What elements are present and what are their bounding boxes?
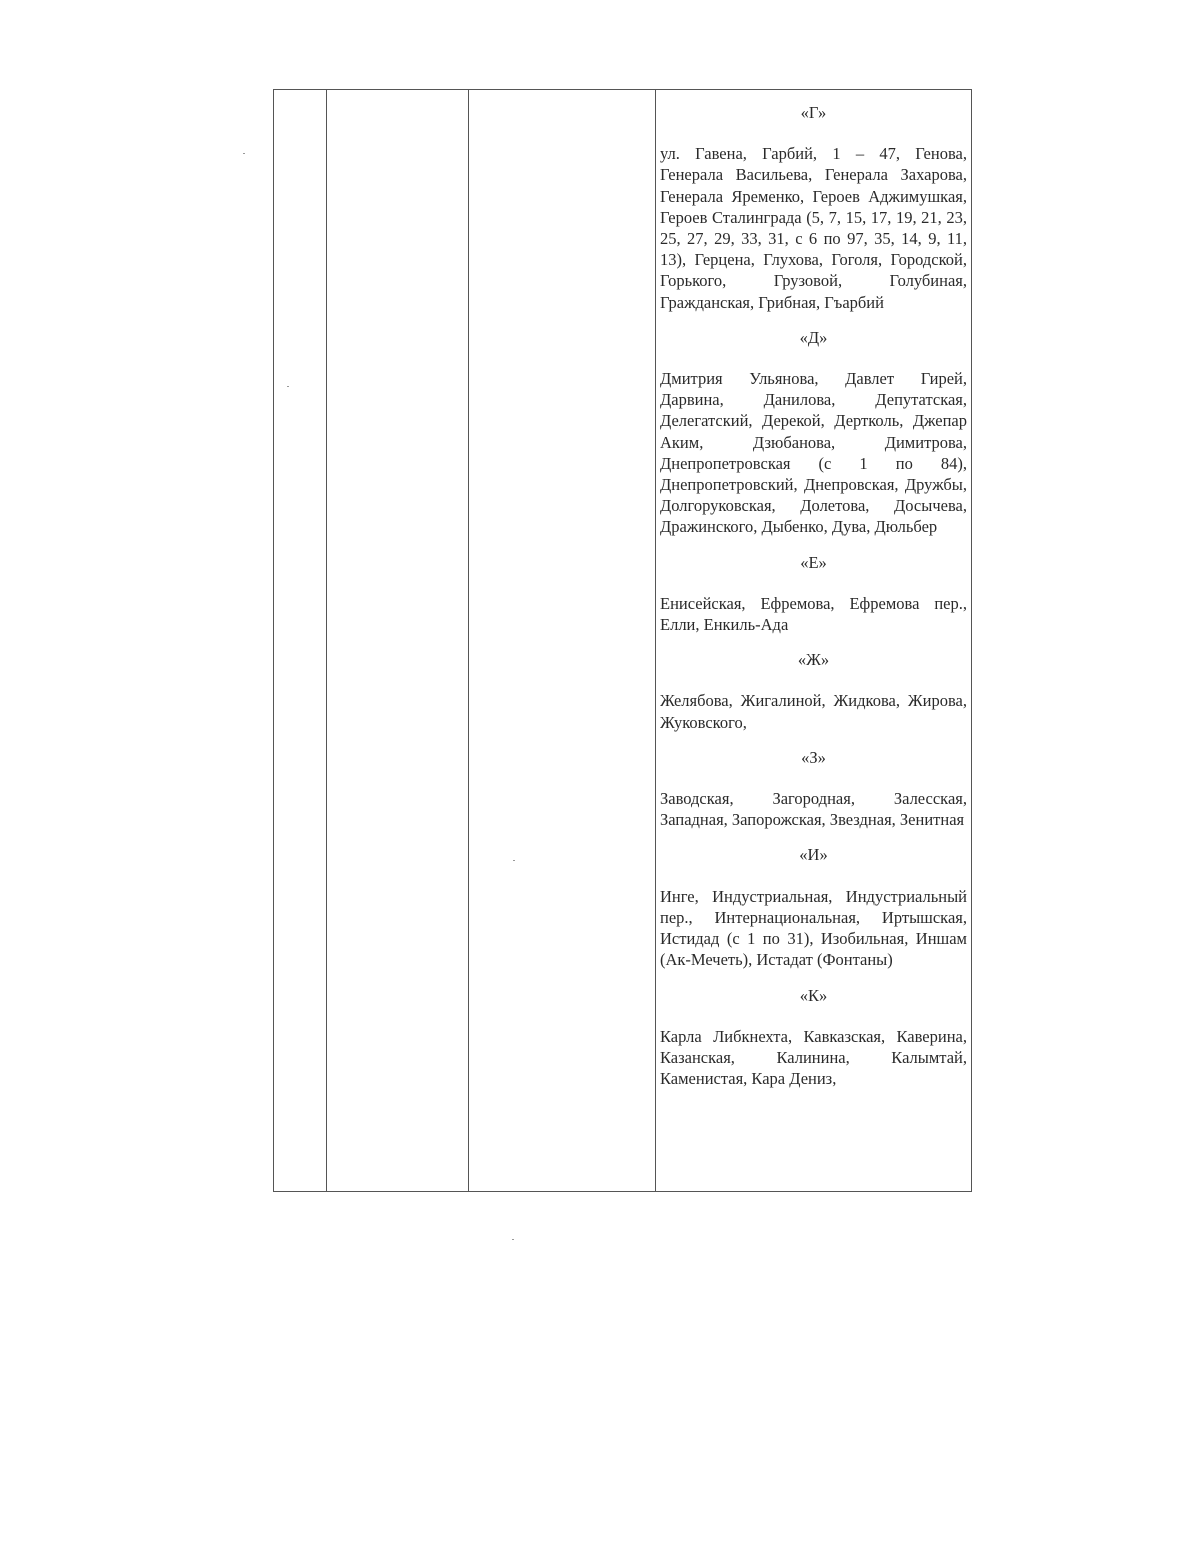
letter-heading-zh: «Ж» xyxy=(797,650,830,670)
letter-heading-e: «Е» xyxy=(800,552,827,572)
streets-table xyxy=(273,89,972,1192)
letter-heading-k: «К» xyxy=(799,985,828,1005)
letter-heading-i: «И» xyxy=(799,845,828,865)
scan-speck xyxy=(287,386,289,387)
empty-cell-number xyxy=(274,90,327,1192)
letter-heading-z: «З» xyxy=(801,747,826,767)
streets-content xyxy=(656,90,971,1089)
streets-cell xyxy=(656,90,972,1192)
empty-cell-district xyxy=(327,90,469,1192)
scan-speck xyxy=(513,860,515,861)
street-list-zh: Желябова, Жигалиной, Жидкова, Жирова, Жуковского, xyxy=(660,691,967,732)
street-list-e: Енисейская, Ефремова, Ефремова пер., Елли, Енкиль-Ада xyxy=(660,593,967,635)
table-row xyxy=(274,90,972,1192)
street-list-d: Дмитрия Ульянова, Давлет Гирей, Дарвина, Данилова, Депутатская, Делегатский, Дерекой, Дертколь, Джепар Аким, Дзюбанова, Димитрова, Днепропетровская (с 1 по 84), Днепропетровский, Днепровская, Дружбы, Долгоруковская, Долетова, Досычева, Дражинского, Дыбенко, Дува, Дюльбер xyxy=(660,369,967,537)
street-list-g: ул. Гавена, Гарбий, 1 – 47, Генова, Генерала Васильева, Генерала Захарова, Генерала Яременко, Героев Аджимушкая, Героев Сталинграда (5, 7, 15, 17, 19, 21, 23, 25, 27, 29, 33, 31, с 6 по 97, 35, 14, 9, 11, 13), Герцена, Глухова, Гоголя, Городской, Горького, Грузовой, Голубиная, Гражданская, Грибная, Гъарбий xyxy=(660,144,967,312)
empty-cell-address xyxy=(469,90,656,1192)
street-list-i: Инге, Индустриальная, Индустриальный пер., Интернациональная, Иртышская, Истидад (с 1 по 31), Изобильная, Иншам (Ак-Мечеть), Истадат (Фонтаны) xyxy=(660,886,967,970)
letter-heading-d: «Д» xyxy=(799,327,828,347)
scan-speck xyxy=(243,153,245,154)
street-list-z: Заводская, Загородная, Залесская, Западная, Запорожская, Звездная, Зенитная xyxy=(660,789,967,830)
street-list-k: Карла Либкнехта, Кавказская, Каверина, Казанская, Калинина, Калымтай, Каменистая, Кара Дениз, xyxy=(660,1026,967,1089)
letter-heading-g: «Г» xyxy=(800,103,827,122)
scan-speck xyxy=(512,1239,514,1240)
